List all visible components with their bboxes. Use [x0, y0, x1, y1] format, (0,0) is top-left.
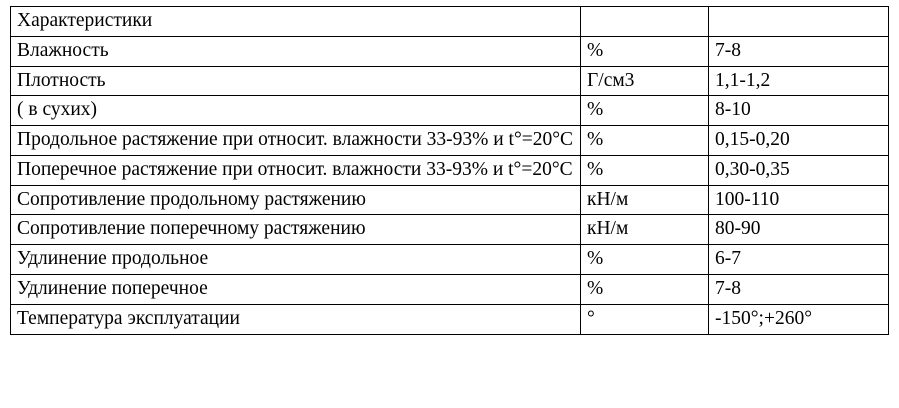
table-body	[11, 7, 889, 335]
table-row	[11, 96, 889, 126]
cell-value: 80-90	[709, 215, 889, 245]
cell-value: 7-8	[709, 275, 889, 305]
cell-characteristic: Температура эксплуатации	[11, 304, 581, 334]
cell-value: 0,15-0,20	[709, 126, 889, 156]
table-row	[11, 155, 889, 185]
cell-unit: %	[581, 96, 709, 126]
cell-value: -150°;+260°	[709, 304, 889, 334]
cell-unit: кН/м	[581, 185, 709, 215]
column-header-unit	[581, 7, 709, 37]
cell-unit: %	[581, 275, 709, 305]
table-row	[11, 185, 889, 215]
column-header-characteristics: Характеристики	[11, 7, 581, 37]
cell-characteristic: Сопротивление поперечному растяжению	[11, 215, 581, 245]
cell-value: 8-10	[709, 96, 889, 126]
table-row	[11, 36, 889, 66]
cell-value: 7-8	[709, 36, 889, 66]
cell-characteristic: Продольное растяжение при относит. влажности 33-93% и t°=20°C	[11, 126, 581, 156]
cell-value: 1,1-1,2	[709, 66, 889, 96]
specifications-table	[10, 6, 889, 335]
table-row	[11, 245, 889, 275]
table-row	[11, 126, 889, 156]
cell-characteristic: Поперечное растяжение при относит. влажности 33-93% и t°=20°C	[11, 155, 581, 185]
cell-unit: %	[581, 245, 709, 275]
cell-characteristic: ( в сухих)	[11, 96, 581, 126]
cell-characteristic: Влажность	[11, 36, 581, 66]
table-row	[11, 275, 889, 305]
cell-value: 6-7	[709, 245, 889, 275]
cell-unit: %	[581, 155, 709, 185]
cell-unit: Г/см3	[581, 66, 709, 96]
cell-unit: кН/м	[581, 215, 709, 245]
cell-unit: °	[581, 304, 709, 334]
table-header-row	[11, 7, 889, 37]
table-row	[11, 66, 889, 96]
cell-value: 100-110	[709, 185, 889, 215]
table-row	[11, 215, 889, 245]
cell-unit: %	[581, 36, 709, 66]
cell-characteristic: Сопротивление продольному растяжению	[11, 185, 581, 215]
cell-value: 0,30-0,35	[709, 155, 889, 185]
column-header-value	[709, 7, 889, 37]
table-row	[11, 304, 889, 334]
cell-unit: %	[581, 126, 709, 156]
cell-characteristic: Плотность	[11, 66, 581, 96]
cell-characteristic: Удлинение продольное	[11, 245, 581, 275]
cell-characteristic: Удлинение поперечное	[11, 275, 581, 305]
